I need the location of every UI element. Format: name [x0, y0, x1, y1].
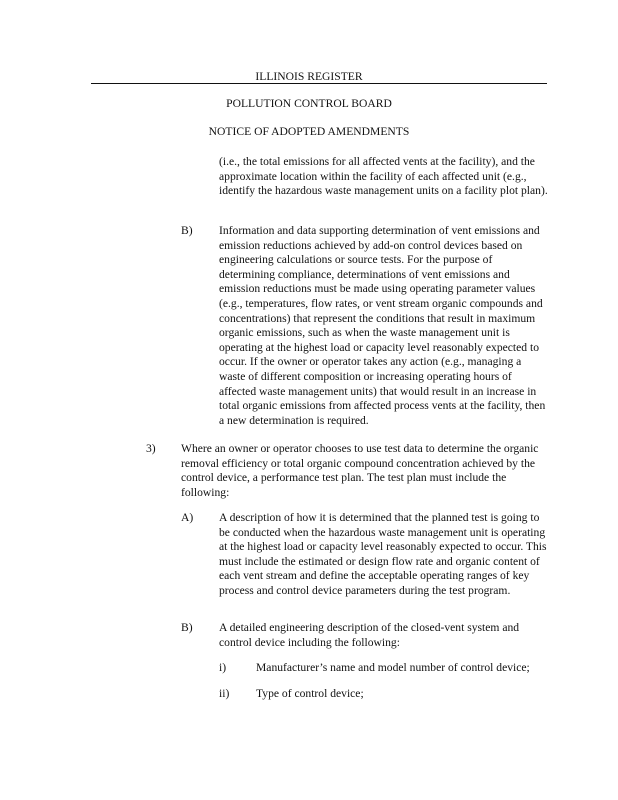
item-ii-text: Type of control device;	[256, 687, 364, 700]
item-b1-text: Information and data supporting determination of vent emissions and emission reductions achieved by add-on control devices based on engineering calculations or source tests. For the purpose of determining compliance, determinations of vent emissions and emission reductions must be made using operating parameter values (e.g., temperatures, flow rates, or vent stream organic compounds and concentrations) that represent the conditions that result in maximum organic emissions, such as when the waste management unit is operating at the highest load or capacity level reasonably expected to occur. If the owner or operator takes any action (e.g., managing a waste of different composition or increasing operating hours of affected waste management units) that would result in an increase in total organic emissions from affected process vents at the facility, then a new determination is required.	[219, 224, 546, 427]
item-ii-label: ii)	[219, 687, 230, 700]
board-title: POLLUTION CONTROL BOARD	[226, 97, 392, 110]
continuation-paragraph: (i.e., the total emissions for all affected vents at the facility), and the approximate location within the facility of each affected unit (e.g., identify the hazardous waste management units on a facility plot plan).	[219, 155, 548, 198]
item-3-label: 3)	[146, 442, 156, 455]
item-i-text: Manufacturer’s name and model number of control device;	[256, 661, 530, 674]
item-b1-label: B)	[181, 224, 193, 237]
header-rule	[91, 83, 547, 84]
register-title: ILLINOIS REGISTER	[255, 70, 363, 83]
notice-title: NOTICE OF ADOPTED AMENDMENTS	[208, 125, 410, 138]
item-a-label: A)	[181, 511, 194, 524]
item-3-text: Where an owner or operator chooses to use test data to determine the organic removal efficiency or total organic compound concentration achieved by the control device, a performance test plan. The test plan must include the following:	[181, 442, 539, 499]
item-i-label: i)	[219, 661, 227, 674]
item-b2-text: A detailed engineering description of the closed-vent system and control device including the following:	[219, 621, 520, 649]
item-b2-label: B)	[181, 621, 193, 634]
item-a-text: A description of how it is determined that the planned test is going to be conducted when the hazardous waste management unit is operating at the highest load or capacity level reasonably expected to occur. This must include the estimated or design flow rate and organic content of each vent stream and define the acceptable operating ranges of key process and control device parameters during the test program.	[219, 511, 547, 597]
